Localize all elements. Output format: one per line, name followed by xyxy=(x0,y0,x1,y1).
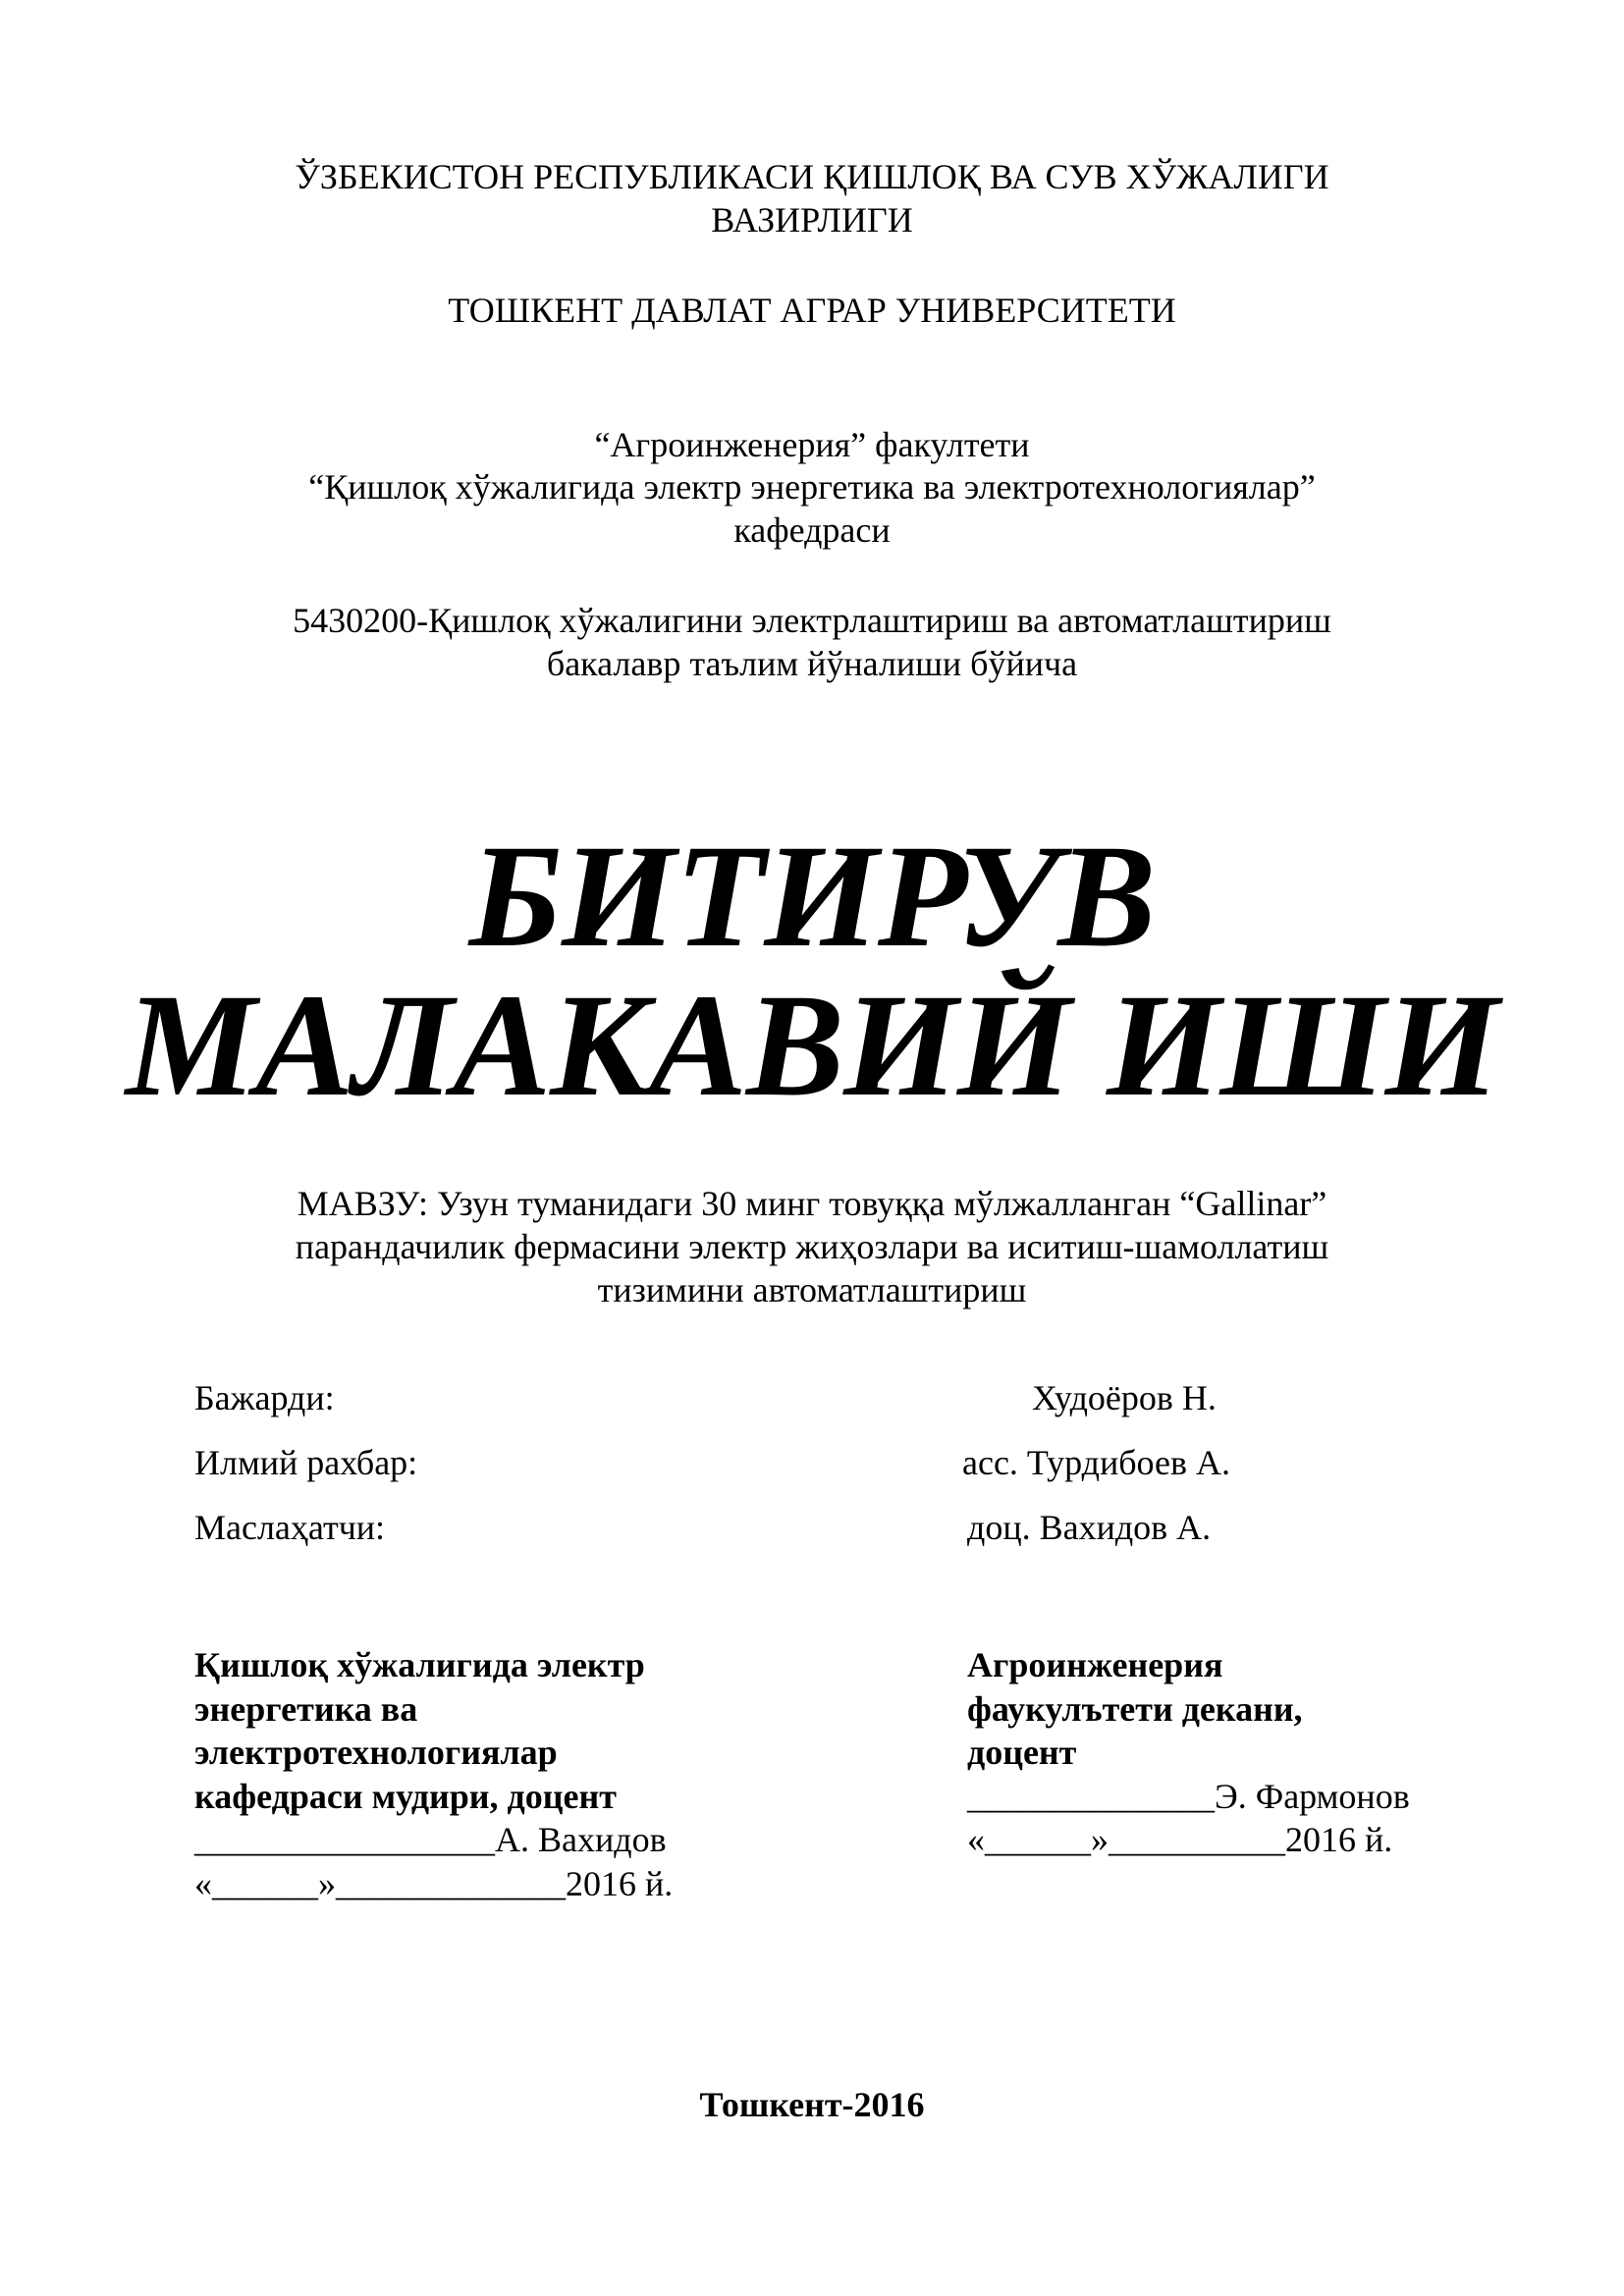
name-consultant: доц. Вахидов А. xyxy=(967,1508,1212,1547)
approval-left-line-4: кафедраси мудири, доцент xyxy=(194,1777,617,1816)
approval-left-signature: _________________А. Вахидов xyxy=(194,1820,667,1859)
footer-city-year: Тошкент-2016 xyxy=(699,2085,925,2124)
topic-line-2: парандачилик фермасини электр жиҳозлари ва иситиш-шамоллатиш xyxy=(295,1227,1329,1266)
role-consultant: Маслаҳатчи: xyxy=(194,1508,386,1547)
topic-line-3: тизимини автоматлаштириш xyxy=(597,1270,1027,1309)
approval-right-signature: ______________Э. Фармонов xyxy=(967,1777,1410,1816)
title-line-2: МАЛАКАВИЙ ИШИ xyxy=(125,964,1499,1127)
name-supervisor: асс. Турдибоев А. xyxy=(962,1443,1230,1482)
role-supervisor: Илмий рахбар: xyxy=(194,1443,418,1482)
approval-right-line-1: Агроинженерия xyxy=(967,1645,1223,1684)
approval-left-date: «______»_____________2016 й. xyxy=(194,1864,674,1903)
ministry-line-2: ВАЗИРЛИГИ xyxy=(711,200,913,240)
approval-right-date: «______»__________2016 й. xyxy=(967,1820,1393,1859)
faculty-line-1: “Агроинженерия” факултети xyxy=(594,425,1030,464)
direction-line-2: бакалавр таълим йўналиши бўйича xyxy=(546,644,1078,683)
approval-left-line-1: Қишлоқ хўжалигида электр xyxy=(194,1645,645,1684)
approval-left-line-2: энергетика ва xyxy=(194,1689,418,1729)
approval-right-line-3: доцент xyxy=(967,1733,1077,1772)
direction-line-1: 5430200-Қишлоқ хўжалигини электрлаштириш ва автоматлаштириш xyxy=(293,601,1331,640)
university-name: ТОШКЕНТ ДАВЛАТ АГРАР УНИВЕРСИТЕТИ xyxy=(448,291,1176,330)
faculty-line-3: кафедраси xyxy=(733,510,891,550)
topic-line-1: МАВЗУ: Узун туманидаги 30 минг товуққа мўлжалланган “Gallinar” xyxy=(297,1184,1327,1223)
approval-right-line-2: фаукулътети декани, xyxy=(967,1689,1303,1729)
title-line-1: БИТИРУВ xyxy=(468,815,1156,978)
approval-left-line-3: электротехнологиялар xyxy=(194,1733,558,1772)
name-performed-by: Худоёров Н. xyxy=(1032,1378,1217,1417)
role-performed-by: Бажарди: xyxy=(194,1378,335,1417)
ministry-line-1: ЎЗБЕКИСТОН РЕСПУБЛИКАСИ ҚИШЛОҚ ВА СУВ ХЎЖАЛИГИ xyxy=(295,157,1329,196)
faculty-line-2: “Қишлоқ хўжалигида электр энергетика ва электротехнологиялар” xyxy=(308,467,1316,507)
